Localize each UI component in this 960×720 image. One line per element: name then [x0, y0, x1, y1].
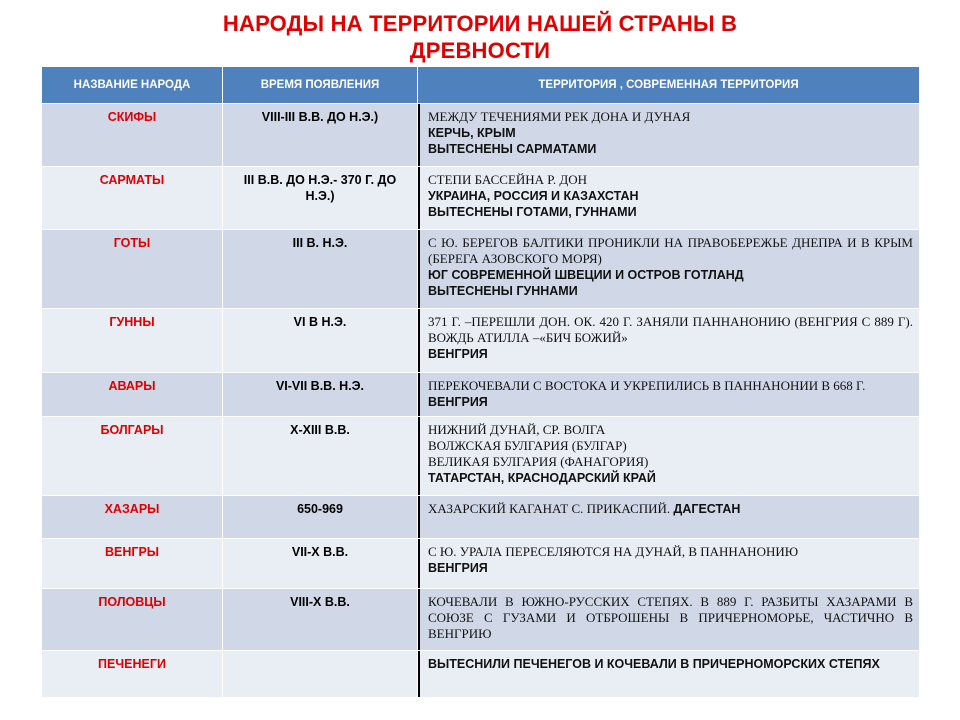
modern-territory: КЕРЧЬ, КРЫМ [428, 126, 516, 140]
appearance-time: X-XIII В.В. [223, 417, 418, 496]
territory-cell [418, 651, 920, 698]
territory-text: ХАЗАРСКИЙ КАГАНАТ С. ПРИКАСПИЙ. [428, 501, 671, 516]
displacement-note: ВЫТЕСНЕНЫ САРМАТАМИ [428, 142, 597, 156]
people-name: ХАЗАРЫ [42, 496, 223, 539]
modern-territory: ВЕНГРИЯ [428, 395, 488, 409]
people-name: САРМАТЫ [42, 167, 223, 230]
table-row [42, 417, 920, 496]
peoples-table [41, 66, 920, 698]
appearance-time: VII-X В.В. [223, 539, 418, 589]
appearance-time: VI-VII В.В. Н.Э. [223, 373, 418, 417]
territory-text: НИЖНИЙ ДУНАЙ, СР. ВОЛГА [428, 422, 606, 437]
table-header-row [42, 67, 920, 104]
appearance-time: VI В Н.Э. [223, 309, 418, 373]
people-name: АВАРЫ [42, 373, 223, 417]
appearance-time: VIII-X В.В. [223, 589, 418, 651]
table-row [42, 104, 920, 167]
territory-text: ВЫТЕСНИЛИ ПЕЧЕНЕГОВ И КОЧЕВАЛИ В ПРИЧЕРНОМОРСКИХ СТЕПЯХ [428, 657, 880, 671]
displacement-note: ВЫТЕСНЕНЫ ГУННАМИ [428, 284, 578, 298]
territory-text: С Ю. УРАЛА ПЕРЕСЕЛЯЮТСЯ НА ДУНАЙ, В ПАННАНОНИЮ [428, 544, 799, 559]
modern-territory: ВЕНГРИЯ [428, 347, 488, 361]
territory-cell [418, 104, 920, 167]
table-row [42, 589, 920, 651]
territory-cell [418, 496, 920, 539]
displacement-note: ВЫТЕСНЕНЫ ГОТАМИ, ГУННАМИ [428, 205, 637, 219]
table-row [42, 230, 920, 309]
table-row [42, 651, 920, 698]
territory-cell [418, 167, 920, 230]
header-time: ВРЕМЯ ПОЯВЛЕНИЯ [223, 67, 418, 104]
territory-text: ПЕРЕКОЧЕВАЛИ С ВОСТОКА И УКРЕПИЛИСЬ В ПАННАНОНИИ В 668 Г. [428, 378, 866, 393]
people-name: ПЕЧЕНЕГИ [42, 651, 223, 698]
territory-text-2: ВОЛЖСКАЯ БУЛГАРИЯ (БУЛГАР) [428, 438, 627, 453]
table-row [42, 496, 920, 539]
territory-cell [418, 417, 920, 496]
table-row [42, 167, 920, 230]
territory-text-3: ВЕЛИКАЯ БУЛГАРИЯ (ФАНАГОРИЯ) [428, 454, 649, 469]
territory-cell [418, 589, 920, 651]
territory-cell [418, 230, 920, 309]
territory-text: МЕЖДУ ТЕЧЕНИЯМИ РЕК ДОНА И ДУНАЯ [428, 109, 691, 124]
territory-cell [418, 309, 920, 373]
territory-text: КОЧЕВАЛИ В ЮЖНО-РУССКИХ СТЕПЯХ. В 889 Г. РАЗБИТЫ ХАЗАРАМИ В СОЮЗЕ С ГУЗАМИ И ОТБРОШЕНЫ В ПРИЧЕРНОМОРЬЕ, ЧАСТИЧНО В ВЕНГРИЮ [428, 594, 913, 641]
people-name: СКИФЫ [42, 104, 223, 167]
territory-text: С Ю. БЕРЕГОВ БАЛТИКИ ПРОНИКЛИ НА ПРАВОБЕРЕЖЬЕ ДНЕПРА И В КРЫМ (БЕРЕГА АЗОВСКОГО МОРЯ) [428, 235, 913, 266]
people-name: ПОЛОВЦЫ [42, 589, 223, 651]
appearance-time: 650-969 [223, 496, 418, 539]
table-row [42, 309, 920, 373]
appearance-time: III В. Н.Э. [223, 230, 418, 309]
modern-territory: УКРАИНА, РОССИЯ И КАЗАХСТАН [428, 189, 639, 203]
page-title: НАРОДЫ НА ТЕРРИТОРИИ НАШЕЙ СТРАНЫ В ДРЕВНОСТИ [222, 11, 738, 63]
table-row [42, 539, 920, 589]
appearance-time [223, 651, 418, 698]
territory-text: СТЕПИ БАССЕЙНА Р. ДОН [428, 172, 588, 187]
people-name: БОЛГАРЫ [42, 417, 223, 496]
modern-territory: ТАТАРСТАН, КРАСНОДАРСКИЙ КРАЙ [428, 471, 656, 485]
header-territory: ТЕРРИТОРИЯ , СОВРЕМЕННАЯ ТЕРРИТОРИЯ [418, 67, 920, 104]
people-name: ВЕНГРЫ [42, 539, 223, 589]
table-row [42, 373, 920, 417]
modern-territory: ЮГ СОВРЕМЕННОЙ ШВЕЦИИ И ОСТРОВ ГОТЛАНД [428, 268, 744, 282]
territory-cell [418, 373, 920, 417]
people-name: ГОТЫ [42, 230, 223, 309]
modern-territory: ДАГЕСТАН [673, 502, 741, 516]
people-name: ГУННЫ [42, 309, 223, 373]
header-name: НАЗВАНИЕ НАРОДА [42, 67, 223, 104]
territory-text: 371 Г. –ПЕРЕШЛИ ДОН. ОК. 420 Г. ЗАНЯЛИ ПАННАНОНИЮ (ВЕНГРИЯ С 889 Г). ВОЖДЬ АТИЛЛА –«БИЧ БОЖИЙ» [428, 314, 913, 345]
appearance-time: VIII-III В.В. ДО Н.Э.) [223, 104, 418, 167]
modern-territory: ВЕНГРИЯ [428, 561, 488, 575]
appearance-time: III В.В. ДО Н.Э.- 370 Г. ДО Н.Э.) [223, 167, 418, 230]
territory-cell [418, 539, 920, 589]
